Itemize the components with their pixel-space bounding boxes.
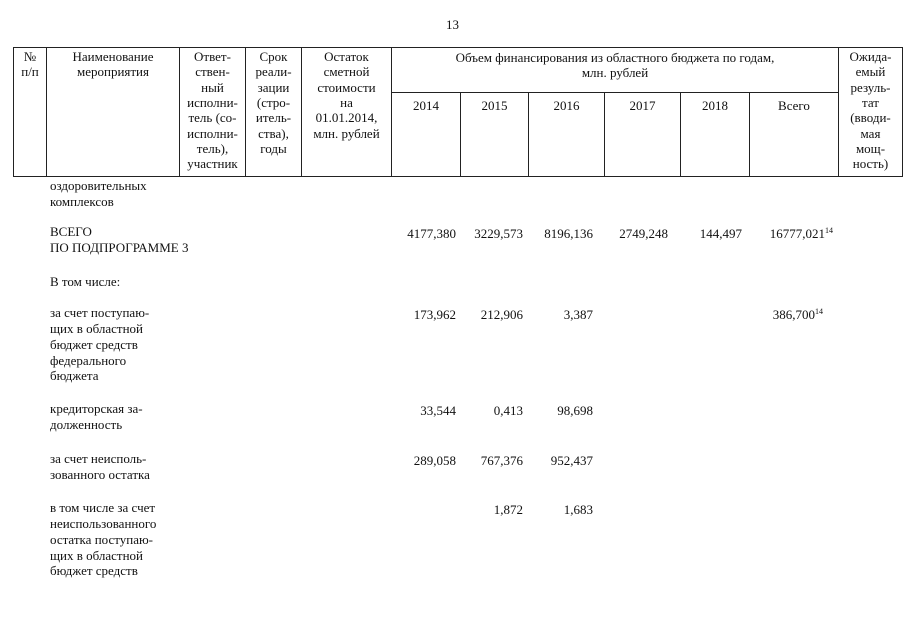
row-name-unused-federal-balance: в том числе за счет неиспользованного остатка поступаю- щих в областной бюджет средств xyxy=(50,500,157,579)
header-col-remaining-cost: Остаток сметной стоимости на 01.01.2014, млн. рублей xyxy=(313,49,380,141)
cell-total-2015: 3229,573 xyxy=(474,226,523,241)
page-number: 13 xyxy=(446,17,459,32)
cell-payable-2014: 33,544 xyxy=(420,403,456,418)
footnote-marker: 14 xyxy=(815,307,823,316)
cell-federal-total xyxy=(773,307,823,323)
header-year-2016: 2016 xyxy=(553,98,580,113)
row-name-accounts-payable: кредиторская за- долженность xyxy=(50,401,143,432)
cell-federal-2016: 3,387 xyxy=(563,307,593,322)
row-name-federal-funds: за счет поступаю- щих в областной бюджет средств федерального бюджета xyxy=(50,305,150,384)
cell-federal-2014: 173,962 xyxy=(413,307,456,322)
header-col-number: № п/п xyxy=(21,49,39,80)
header-col-term: Срок реали- зации (стро- итель- ства), годы xyxy=(255,49,292,156)
header-year-2017: 2017 xyxy=(629,98,656,113)
row-name-including: В том числе: xyxy=(50,274,121,289)
cell-federal-total-value: 386,700 xyxy=(772,307,815,322)
header-year-2018: 2018 xyxy=(702,98,728,113)
header-year-total: Всего xyxy=(778,98,810,113)
years-divider xyxy=(391,92,838,93)
row-name-total-subprogram: ВСЕГО ПО ПОДПРОГРАММЕ 3 xyxy=(50,224,189,255)
col-border xyxy=(902,47,903,177)
cell-unused-2014: 289,058 xyxy=(413,453,456,468)
header-col-responsible: Ответ- ствен- ный исполни- тель (со- исполни- тель), участник xyxy=(187,49,238,172)
header-col-expected-result: Ожида- емый резуль- тат (вводи- мая мощ- ность) xyxy=(849,49,892,172)
footnote-marker: 14 xyxy=(825,226,833,235)
cell-federal-2015: 212,906 xyxy=(480,307,523,322)
cell-total-2014: 4177,380 xyxy=(407,226,456,241)
cell-unused-2015: 767,376 xyxy=(480,453,523,468)
header-col-name: Наименование мероприятия xyxy=(72,49,154,80)
header-bottom-border xyxy=(13,176,903,177)
header-top-border xyxy=(13,47,903,48)
cell-total-all-value: 16777,021 xyxy=(769,226,825,241)
cell-payable-2015: 0,413 xyxy=(493,403,523,418)
cell-total-2018: 144,497 xyxy=(699,226,742,241)
cell-total-2016: 8196,136 xyxy=(544,226,593,241)
cell-total-all xyxy=(770,226,833,242)
cell-unused-federal-2016: 1,683 xyxy=(563,502,593,517)
cell-unused-2016: 952,437 xyxy=(550,453,593,468)
row-name-wellness-complexes: оздоровительных комплексов xyxy=(50,178,147,209)
header-col-financing: Объем финансирования из областного бюджета по годам, млн. рублей xyxy=(455,50,775,81)
row-name-unused-balance: за счет неисполь- зованного остатка xyxy=(50,451,150,482)
header-year-2014: 2014 xyxy=(413,98,439,113)
cell-payable-2016: 98,698 xyxy=(557,403,593,418)
cell-total-2017: 2749,248 xyxy=(619,226,668,241)
header-year-2015: 2015 xyxy=(481,98,508,113)
cell-unused-federal-2015: 1,872 xyxy=(493,502,523,517)
